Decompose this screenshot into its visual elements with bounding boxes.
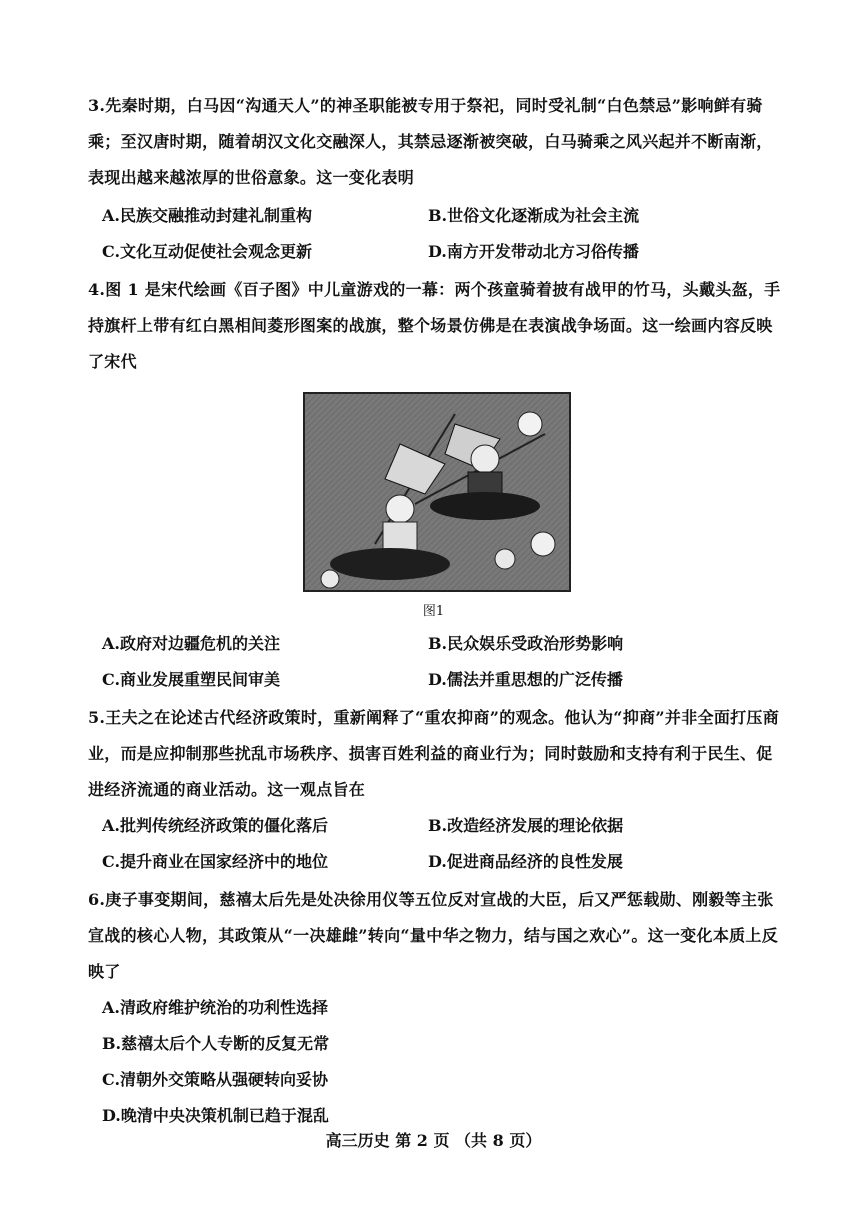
question-4-option-d: D.儒法并重思想的广泛传播 (428, 670, 623, 689)
question-3-stem: 3.先秦时期，白马因“沟通天人”的神圣职能被专用于祭祀，同时受礼制“白色禁忌”影响鲜有骑乘；至汉唐时期，随着胡汉文化交融深人，其禁忌逐渐被突破，白马骑乘之风兴起并不断南渐，表现出越来越浓厚的世俗意象。这一变化表明 (88, 96, 773, 187)
hundred-children-painting-image (305, 394, 569, 590)
question-3-option-d: D.南方开发带动北方习俗传播 (428, 242, 639, 261)
question-5-option-d: D.促进商品经济的良性发展 (428, 852, 623, 871)
question-4-option-b: B.民众娱乐受政治形势影响 (428, 634, 624, 653)
question-6-option-b: B.慈禧太后个人专断的反复无常 (102, 1034, 330, 1053)
question-4-options-row-1 (102, 626, 802, 662)
question-3-option-a: A.民族交融推动封建礼制重构 (102, 206, 312, 225)
question-5-stem: 5.王夫之在论述古代经济政策时，重新阐释了“重农抑商”的观念。他认为“抑商”并非全面打压商业，而是应抑制那些扰乱市场秩序、损害百姓利益的商业行为；同时鼓励和支持有利于民生、促进经济流通的商业活动。这一观点旨在 (88, 708, 780, 799)
question-5-options-row-2 (102, 844, 802, 880)
question-4-option-a: A.政府对边疆危机的关注 (102, 634, 280, 653)
question-6-option-d: D.晚清中央决策机制已趋于混乱 (102, 1106, 329, 1125)
question-3-option-c: C.文化互动促使社会观念更新 (102, 242, 313, 261)
question-5-option-a: A.批判传统经济政策的僵化落后 (102, 816, 328, 835)
page-footer: 高三历史 第 2 页 （共 8 页） (325, 1131, 542, 1150)
question-6-option-a: A.清政府维护统治的功利性选择 (102, 998, 328, 1017)
question-5-option-b: B.改造经济发展的理论依据 (428, 816, 624, 835)
question-4-options-row-2 (102, 662, 802, 698)
question-3-options-row-1 (102, 198, 802, 234)
question-3-options-row-2 (102, 234, 802, 270)
question-3-option-b: B.世俗文化逐渐成为社会主流 (428, 206, 640, 225)
figure-1-caption: 图1 (422, 604, 445, 619)
question-5-option-c: C.提升商业在国家经济中的地位 (102, 852, 329, 871)
question-4-stem: 4.图 1 是宋代绘画《百子图》中儿童游戏的一幕：两个孩童骑着披有战甲的竹马，头戴头盔，手持旗杆上带有红白黑相间菱形图案的战旗，整个场景仿佛是在表演战争场面。这一绘画内容反映了宋代 (88, 280, 781, 371)
figure-1-painting (303, 392, 571, 592)
question-6-stem: 6.庚子事变期间，慈禧太后先是处决徐用仪等五位反对宣战的大臣，后又严惩载勋、刚毅等主张宣战的核心人物，其政策从“一决雄雌”转向“量中华之物力，结与国之欢心”。这一变化本质上反映了 (88, 890, 779, 981)
question-6-option-c: C.清朝外交策略从强硬转向妥协 (102, 1070, 329, 1089)
question-4-option-c: C.商业发展重塑民间审美 (102, 670, 281, 689)
question-5-options-row-1 (102, 808, 802, 844)
